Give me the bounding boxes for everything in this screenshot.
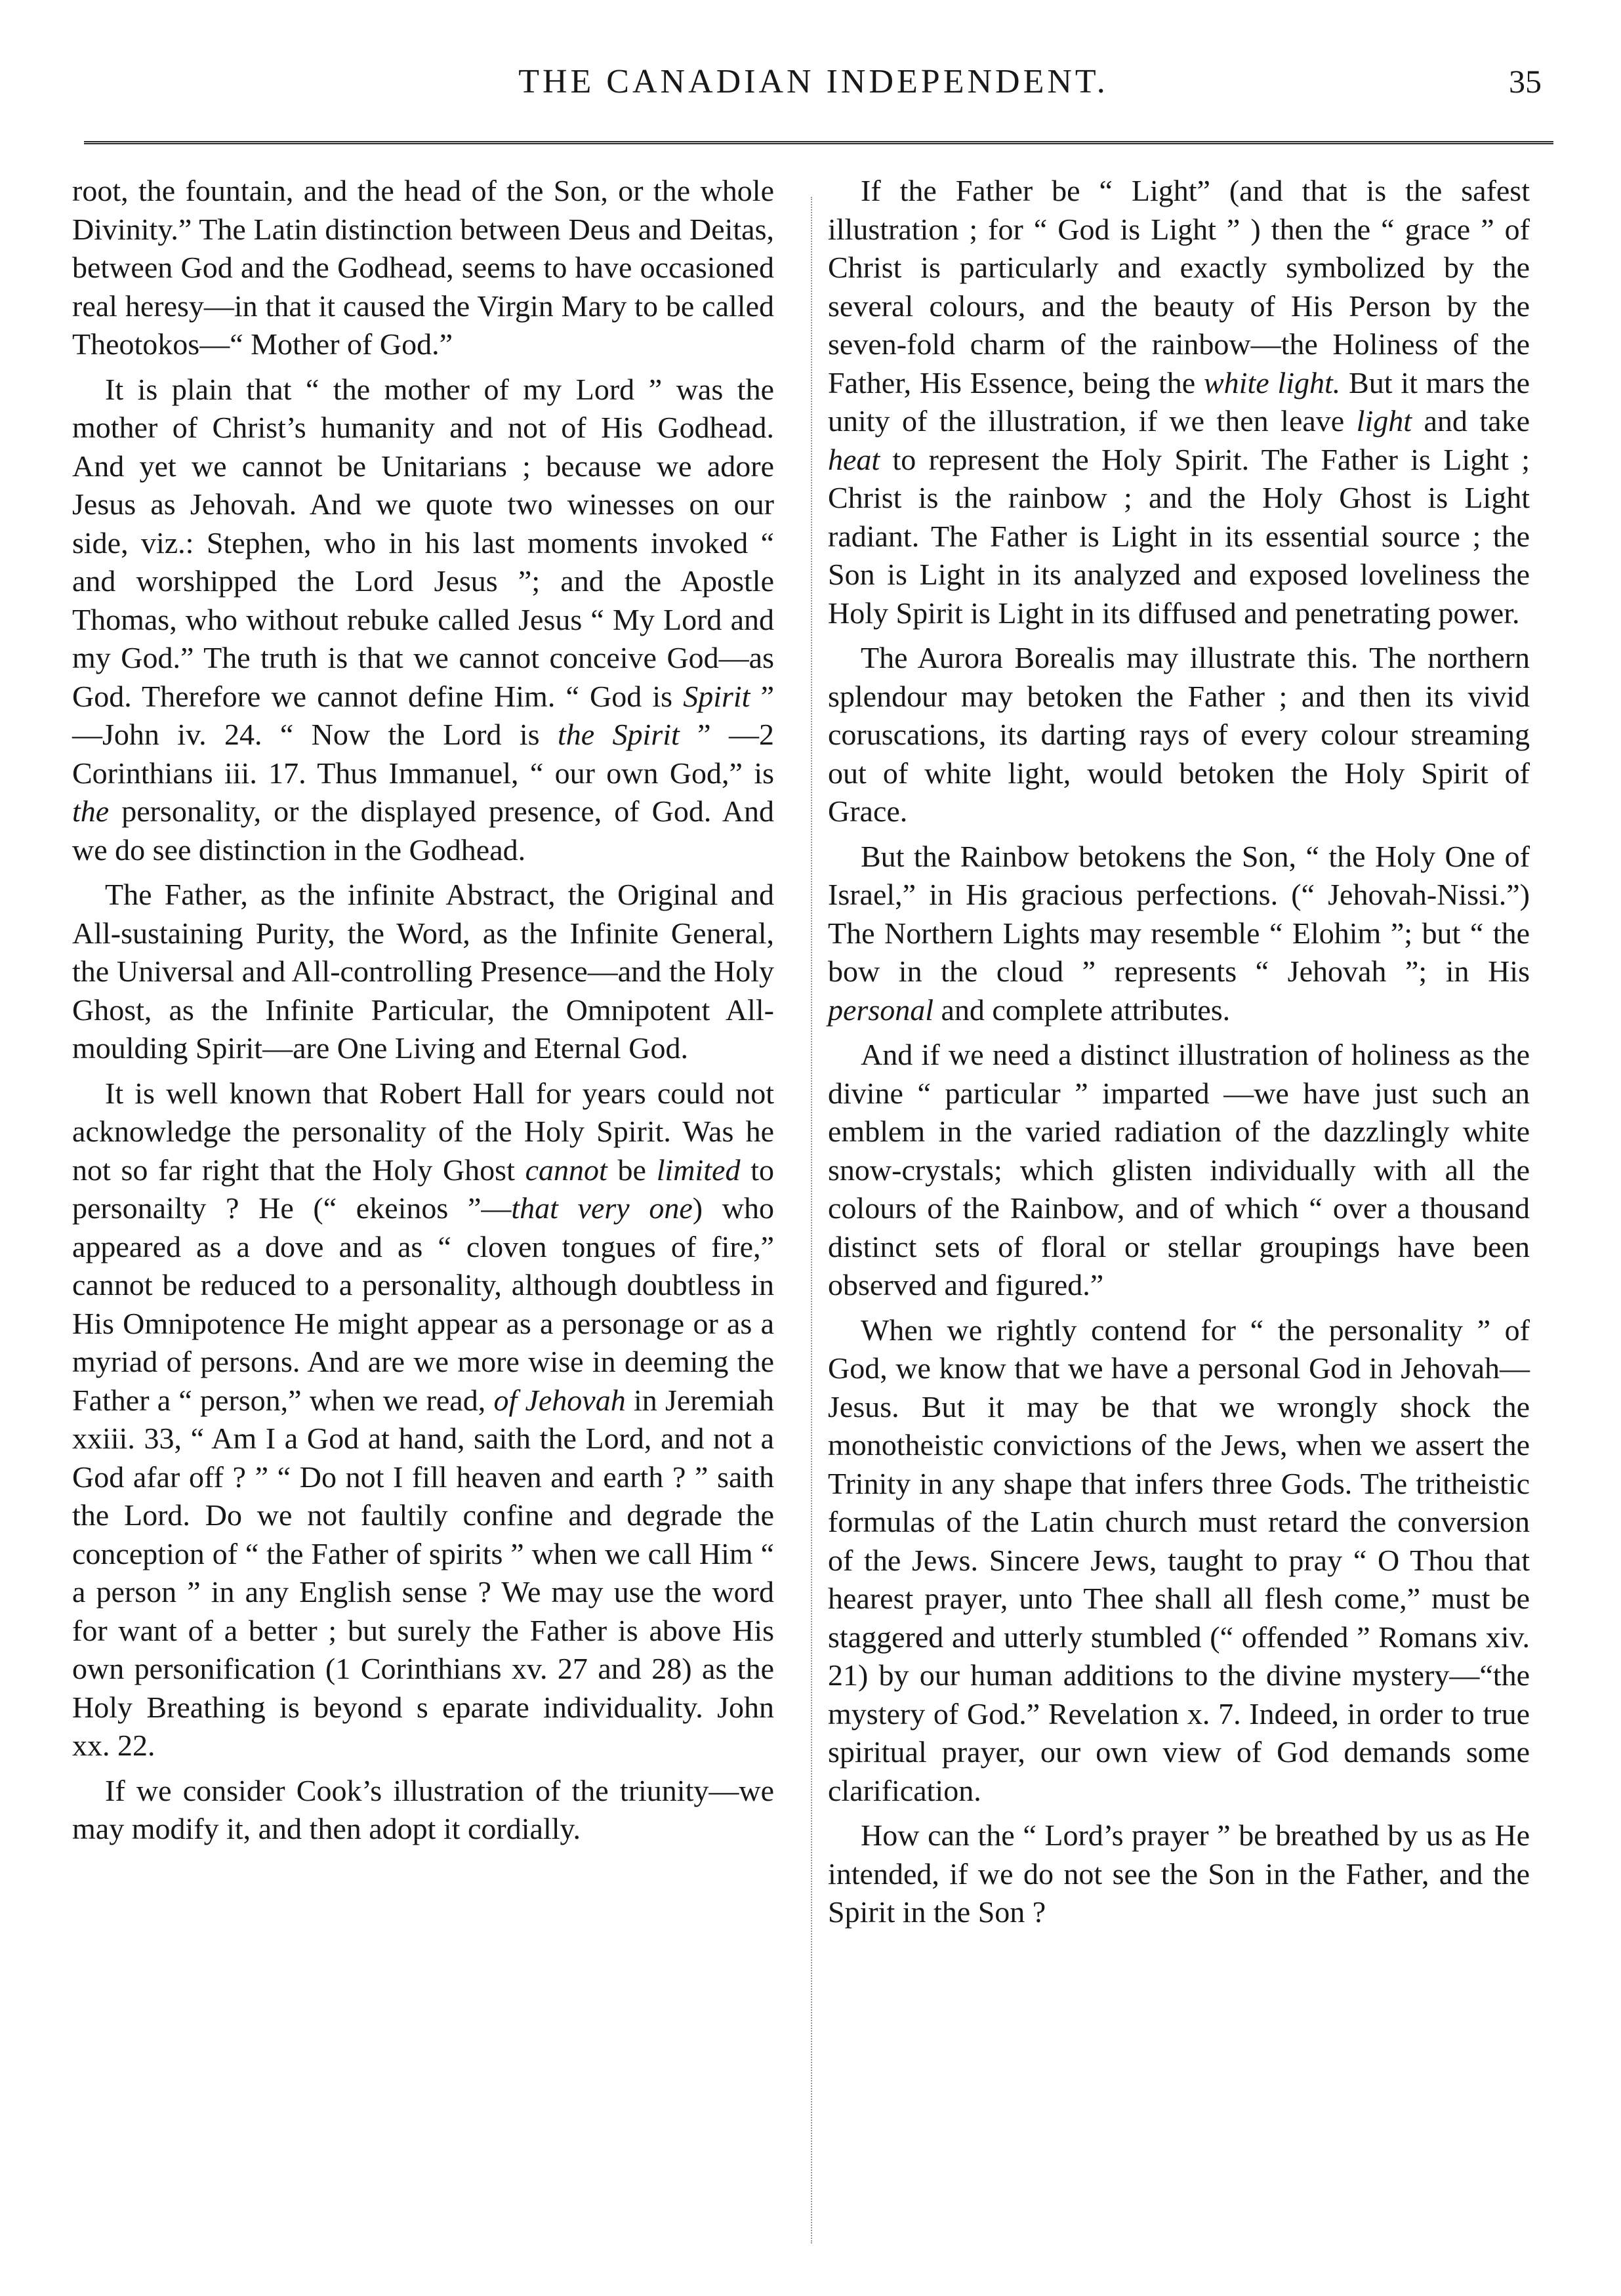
- paragraph: But the Rainbow betokens the Son, “ the Holy One of Israel,” in His gracious perfections. (“ Jehovah-Nissi.”) The Northern Lights may resemble “ Elohim ”; but “ the bow in the cloud ” represents “ Jehovah ”; in His personal and complete attributes.: [828, 839, 1530, 1027]
- paragraph: root, the fountain, and the head of the Son, or the whole Divinity.” The Latin distinction between Deus and Deitas, between God and the Godhead, seems to have occasioned real heresy—in that it caused the Virgin Mary to be called Theotokos—“ Mother of God.”: [72, 174, 774, 361]
- paragraph: When we rightly contend for “ the personality ” of God, we know that we have a personal God in Jehovah—Jesus. But it may be that we wrongly shock the monotheistic convictions of the Jews, when we assert the Trinity in any shape that infers three Gods. The tritheistic formulas of the Latin church must retard the conversion of the Jews. Sincere Jews, taught to pray “ O Thou that hearest prayer, unto Thee shall all flesh come,” must be staggered and utterly stumbled (“ offended ” Romans xiv. 21) by our human additions to the divine mystery—“the mystery of God.” Revelation x. 7. Indeed, in order to true spiritual prayer, our own view of God demands some clarification.: [828, 1313, 1530, 1807]
- paragraph: It is plain that “ the mother of my Lord ” was the mother of Christ’s humanity and not of His Godhead. And yet we cannot be Unitarians ; because we adore Jesus as Jehovah. And we quote two winesses on our side, viz.: Stephen, who in his last moments invoked “ and worshipped the Lord Jesus ”; and the Apostle Thomas, who without rebuke called Jesus “ My Lord and my God.” The truth is that we cannot conceive God—as God. Therefore we cannot define Him. “ God is Spirit ” —John iv. 24. “ Now the Lord is the Spirit ” —2 Corinthians iii. 17. Thus Immanuel, “ our own God,” is the personality, or the displayed presence, of God. And we do see distinction in the Godhead.: [72, 372, 774, 867]
- right-column: [828, 172, 1530, 1938]
- paragraph: The Father, as the infinite Abstract, the Original and All-sustaining Purity, the Word, as the Infinite General, the Universal and All-controlling Presence—and the Holy Ghost, as the Infinite Particular, the Omnipotent All-moulding Spirit—are One Living and Eternal God.: [72, 878, 774, 1065]
- paragraph: If the Father be “ Light” (and that is the safest illustration ; for “ God is Light ” ) then the “ grace ” of Christ is particularly and exactly symbolized by the several colours, and the beauty of His Person by the seven-fold charm of the rainbow—the Holiness of the Father, His Essence, being the white light. But it mars the unity of the illustration, if we then leave light and take heat to represent the Holy Spirit. The Father is Light ; Christ is the rainbow ; and the Holy Ghost is Light radiant. The Father is Light in its essential source ; the Son is Light in its analyzed and exposed loveliness the Holy Spirit is Light in its diffused and penetrating power.: [828, 174, 1530, 630]
- journal-title: THE CANADIAN INDEPENDENT.: [518, 63, 1109, 100]
- paragraph: How can the “ Lord’s prayer ” be breathed by us as He intended, if we do not see the Son in the Father, and the Spirit in the Son ?: [828, 1818, 1530, 1929]
- paragraph: The Aurora Borealis may illustrate this. The northern splendour may betoken the Father ; and then its vivid coruscations, its darting rays of every colour streaming out of white light, would betoken the Holy Spirit of Grace.: [828, 641, 1530, 828]
- left-column: [72, 172, 774, 1855]
- paragraph: And if we need a distinct illustration of holiness as the divine “ particular ” imparted —we have just such an emblem in the varied radiation of the dazzlingly white snow-crystals; which glisten individually with all the colours of the Rainbow, and of which “ over a thousand distinct sets of floral or stellar groupings have been observed and figured.”: [828, 1038, 1530, 1302]
- header-rule: [84, 141, 1553, 144]
- paragraph: If we consider Cook’s illustration of the triunity—we may modify it, and then adopt it cordially.: [72, 1773, 774, 1845]
- page-header: [0, 62, 1621, 102]
- paragraph: It is well known that Robert Hall for years could not acknowledge the personality of the Holy Spirit. Was he not so far right that the Holy Ghost cannot be limited to personailty ? He (“ ekeinos ”—that very one) who appeared as a dove and as “ cloven tongues of fire,” cannot be reduced to a personality, although doubtless in His Omnipotence He might appear as a personage or as a myriad of persons. And are we more wise in deeming the Father a “ person,” when we read, of Jehovah in Jeremiah xxiii. 33, “ Am I a God at hand, saith the Lord, and not a God afar off ? ” “ Do not I fill heaven and earth ? ” saith the Lord. Do we not faultily confine and degrade the conception of “ the Father of spirits ” when we call Him “ a person ” in any English sense ? We may use the word for want of a better ; but surely the Father is above His own personification (1 Corinthians xv. 27 and 28) as the Holy Breathing is beyond s eparate individuality. John xx. 22.: [72, 1076, 775, 1762]
- page-number: 35: [1509, 63, 1542, 100]
- column-divider: [811, 197, 812, 2244]
